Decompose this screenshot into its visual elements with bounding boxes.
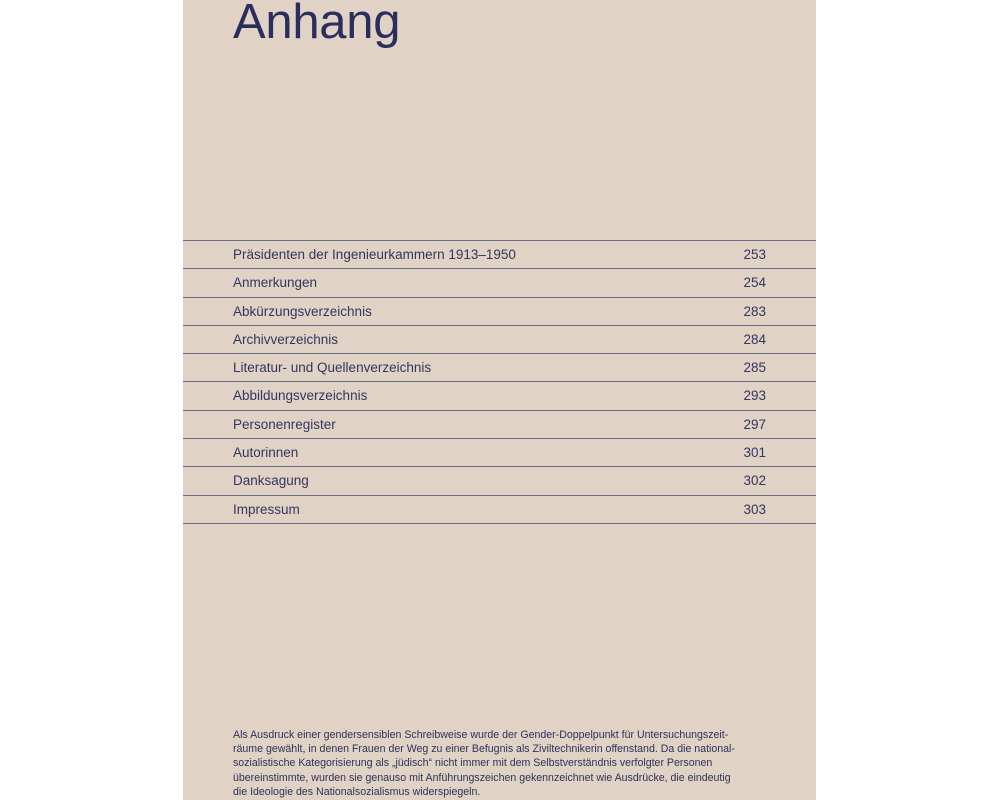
footnote-line: übereinstimmte, wurden sie genauso mit Anführungszeichen gekennzeichnet wie Ausdrücke, die eindeutig bbox=[233, 771, 731, 784]
toc-entry-label: Literatur- und Quellenverzeichnis bbox=[233, 360, 432, 376]
toc-entry-page: 254 bbox=[743, 275, 766, 291]
toc-entry[interactable] bbox=[183, 298, 816, 326]
toc-entry-page: 293 bbox=[743, 388, 766, 404]
toc-entry[interactable] bbox=[183, 496, 816, 524]
footnote-line: Als Ausdruck einer gendersensiblen Schreibweise wurde der Gender-Doppelpunkt für Untersuchungszeit- bbox=[233, 729, 729, 741]
toc-entry[interactable] bbox=[183, 439, 816, 467]
toc-entry-label: Autorinnen bbox=[233, 445, 299, 461]
toc-entry-page: 302 bbox=[743, 473, 766, 489]
book-page bbox=[183, 0, 816, 800]
toc-entry-page: 303 bbox=[743, 501, 766, 517]
page-title: Anhang bbox=[233, 0, 401, 49]
table-of-contents bbox=[183, 240, 816, 524]
toc-entry-label: Personenregister bbox=[233, 416, 336, 432]
toc-entry-page: 285 bbox=[743, 360, 766, 376]
toc-entry-label: Präsidenten der Ingenieurkammern 1913–1950 bbox=[233, 247, 516, 262]
toc-entry[interactable] bbox=[183, 411, 816, 439]
toc-entry[interactable] bbox=[183, 354, 816, 382]
toc-entry-label: Abkürzungsverzeichnis bbox=[233, 303, 372, 319]
toc-entry[interactable] bbox=[183, 467, 816, 495]
toc-entry-page: 301 bbox=[743, 445, 766, 461]
toc-entry-label: Danksagung bbox=[233, 473, 309, 489]
footnote bbox=[233, 728, 763, 799]
toc-entry-label: Impressum bbox=[233, 501, 300, 517]
toc-entry-label: Anmerkungen bbox=[233, 275, 318, 291]
toc-entry-page: 253 bbox=[743, 247, 766, 262]
toc-entry[interactable] bbox=[183, 269, 816, 297]
toc-entry-page: 283 bbox=[743, 303, 766, 319]
footnote-line: räume gewählt, in denen Frauen der Weg zu einer Befugnis als Ziviltechnikerin offenstand. Da die national- bbox=[233, 743, 735, 756]
toc-entry[interactable] bbox=[183, 241, 816, 269]
toc-entry-label: Abbildungsverzeichnis bbox=[233, 388, 368, 404]
toc-entry[interactable] bbox=[183, 326, 816, 354]
footnote-line: die Ideologie des Nationalsozialismus widerspiegeln. bbox=[233, 785, 481, 798]
toc-entry-page: 297 bbox=[743, 416, 766, 432]
toc-entry-page: 284 bbox=[743, 331, 766, 347]
toc-entry[interactable] bbox=[183, 382, 816, 410]
toc-entry-label: Archivverzeichnis bbox=[233, 331, 339, 347]
footnote-line: sozialistische Kategorisierung als „jüdisch“ nicht immer mit dem Selbstverständnis verfolgter Personen bbox=[233, 757, 713, 770]
